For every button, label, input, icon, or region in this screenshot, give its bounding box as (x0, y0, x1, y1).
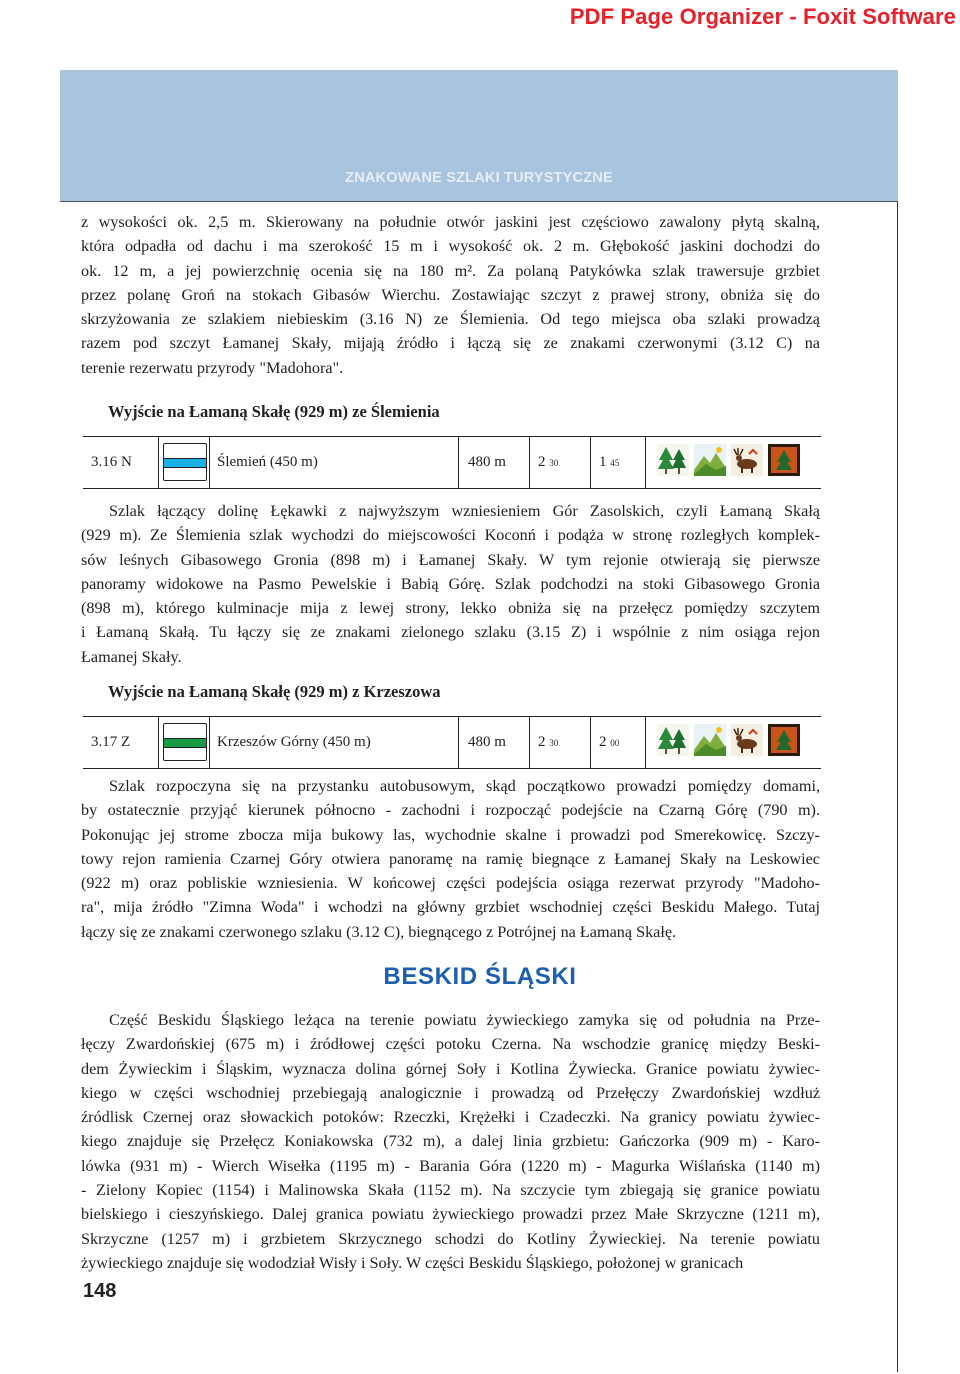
intro-paragraph (81, 210, 820, 380)
trail-mark-icon (163, 723, 207, 761)
header-band (60, 70, 898, 202)
table-divider (458, 717, 459, 768)
trail-color-stripe (164, 458, 206, 468)
paragraph-line: Część Beskidu Śląskiego leżąca na terenie powiatu żywieckiego zamyka się od południa na Prze- (109, 1011, 820, 1029)
route-heading: Wyjście na Łamaną Skałę (929 m) z Krzeszowa (108, 682, 441, 701)
paragraph-line: która odpadła od dachu i ma szerokość 15 m i wysokość ok. 2 m. Głębokość jaskini dochodzi do (81, 237, 820, 256)
table-divider (645, 437, 646, 488)
paragraph-line: by ostatecznie przyjąć kierunek północno - zachodni i rozpocząć podejście na Czarną Górę (790 m). (81, 801, 820, 820)
paragraph-line: z wysokości ok. 2,5 m. Skierowany na południe otwór jaskini jest częściowo zawalony płytą skalną, (81, 213, 820, 231)
paragraph-line: dem Żywieckim i Śląskim, wyznacza dolina górnej Soły i Kotlina Żywiecka. Granice powiatu żywiec- (81, 1059, 820, 1078)
time-down-hours: 1 (599, 454, 607, 470)
trail-color-stripe (164, 738, 206, 748)
paragraph-line: - Zielony Kopiec (1154) i Malinowska Skała (1152 m). Na szczycie tym zbiegają się granice powiatu (81, 1181, 820, 1200)
paragraph-line: Skrzyczne (1257 m) i grzbietem Skrzycznego schodzi do Kotliny Żywieckiej. Na terenie powiatu (81, 1229, 820, 1248)
time-up-hours: 2 (538, 734, 546, 750)
mountain-panorama-icon (694, 724, 726, 756)
route-start: Krzeszów Górny (450 m) (217, 734, 371, 750)
table-divider (529, 717, 530, 768)
time-up: 2 30 (538, 454, 559, 470)
route-description (81, 774, 820, 944)
table-divider (209, 437, 210, 488)
paragraph-line: (929 m). Ze Ślemienia szlak wychodzi do miejscowości Koconń i podąża w stronę rozległych komplek- (81, 526, 820, 545)
time-up-hours: 2 (538, 454, 546, 470)
watermark-text: PDF Page Organizer - Foxit Software (569, 4, 956, 29)
table-divider (590, 437, 591, 488)
route-start: Ślemień (450 m) (217, 454, 318, 470)
header-title: ZNAKOWANE SZLAKI TURYSTYCZNE (345, 170, 613, 186)
deer-wildlife-icon (731, 444, 763, 476)
section-paragraph (81, 1008, 820, 1275)
route-heading: Wyjście na Łamaną Skałę (929 m) ze Ślemienia (108, 402, 440, 421)
paragraph-line: źródlisk Czernej oraz słowackich potoków: Rzeczki, Krężełki i Czadeczki. Na granicy powiatu żywiec- (81, 1108, 820, 1127)
deer-wildlife-icon (731, 724, 763, 756)
elevation-gain: 480 m (468, 734, 506, 750)
paragraph-line: Szlak rozpoczyna się na przystanku autobusowym, skąd początkowo prowadzi pomiędzy domami, (109, 777, 820, 795)
time-down-hours: 2 (599, 734, 607, 750)
paragraph-line: i Łamaną Skałą. Tu łączy się ze znakami zielonego szlaku (3.15 Z) i wspólnie z nim osiąga rejon (81, 623, 820, 642)
mountain-panorama-icon (694, 444, 726, 476)
paragraph-line: lówka (931 m) - Wierch Wisełka (1195 m) - Barania Góra (1220 m) - Magurka Wiślańska (1140 m) (81, 1156, 820, 1175)
paragraph-line: skrzyżowania ze szlakiem niebieskim (3.16 N) ze Ślemienia. Od tego miejsca oba szlaki prowadzą (81, 310, 820, 329)
nature-reserve-icon (768, 724, 800, 756)
route-description (81, 499, 820, 669)
paragraph-line: (898 m), którego kulminacje mija z lewej strony, lekko obniża się na przełęcz pomiędzy szczytem (81, 599, 820, 618)
paragraph-line: towy rejon ramienia Czarnej Góry otwiera panoramę na ramię biegnące z Łamanej Skały na Leskowiec (81, 849, 820, 868)
section-title: BESKID ŚLĄSKI (383, 963, 577, 990)
table-divider (529, 437, 530, 488)
paragraph-line: bielskiego i cieszyńskiego. Dalej granica powiatu żywieckiego prowadzi przez Małe Skrzyczne (1211 m), (81, 1205, 820, 1224)
trail-mark-icon (163, 443, 207, 481)
route-code: 3.17 Z (91, 734, 131, 750)
paragraph-line: Pokonując jej strome zbocza mija bukowy las, wychodnie skalne i prowadzi pod Smerekowicę. Szczy- (81, 825, 820, 844)
time-down: 1 45 (599, 454, 620, 470)
paragraph-line: łączy się ze znakami czerwonego szlaku (3.12 C), biegnącego z Potrójnej na Łamaną Skałę. (81, 922, 677, 941)
paragraph-line: żywieckiego znajduje się wododział Wisły i Soły. W części Beskidu Śląskiego, położonej w granicach (81, 1253, 744, 1272)
paragraph-line: Łamanej Skały. (81, 647, 182, 666)
route-code: 3.16 N (91, 454, 132, 470)
forest-icon (657, 724, 689, 756)
page-number: 148 (83, 1280, 117, 1302)
paragraph-line: kiego w części wschodniej przebiegają analogicznie i prowadzą od Przełęczy Zwardońskiej wzdłuż (81, 1083, 820, 1102)
nature-reserve-icon (768, 444, 800, 476)
paragraph-line: kiego znajduje się Przełęcz Koniakowska (732 m), a dalej linia grzbietu: Gańczorka (909 m) - Karo- (81, 1132, 820, 1151)
paragraph-line: panoramy widokowe na Pasmo Pewelskie i Babią Górę. Szlak podchodzi na stoki Gibasowego Gronia (81, 574, 820, 593)
paragraph-line: przez polanę Groń na stokach Gibasów Wierchu. Zostawiając szczyt z prawej strony, obniża się do (81, 285, 820, 304)
elevation-gain: 480 m (468, 454, 506, 470)
paragraph-line: ra", mija źródło "Zimna Woda" i wchodzi na główny grzbiet wschodniej części Beskidu Małego. Tutaj (81, 898, 820, 917)
time-up: 2 30 (538, 734, 559, 750)
route-table-3-16-n (83, 436, 821, 489)
paragraph-line: Szlak łączący dolinę Łękawki z najwyższym wzniesieniem Gór Zasolskich, czyli Łamaną Skałą (109, 502, 820, 520)
forest-icon (657, 444, 689, 476)
paragraph-line: sów leśnych Gibasowego Gronia (898 m) i Łamanej Skały. W tym rejonie otwierają się pierwsze (81, 550, 820, 569)
table-divider (458, 437, 459, 488)
table-divider (158, 717, 159, 768)
table-divider (645, 717, 646, 768)
table-divider (590, 717, 591, 768)
paragraph-line: terenie rezerwatu przyrody "Madohora". (81, 358, 344, 377)
table-divider (158, 437, 159, 488)
paragraph-line: (922 m) oraz pobliskie wzniesienia. W końcowej części podejścia osiąga rezerwat przyrody "Madoho- (81, 874, 820, 893)
paragraph-line: razem pod szczyt Łamanej Skały, mijają źródło i łączą się ze znakami czerwonymi (3.12 C) na (81, 334, 820, 353)
table-divider (209, 717, 210, 768)
time-down: 2 00 (599, 734, 620, 750)
paragraph-line: łęczy Zwardońskiej (675 m) i źródłowej części potoku Czerna. Na wschodzie granicę między Beski- (81, 1035, 820, 1054)
paragraph-line: ok. 12 m, a jej powierzchnię ocenia się na 180 m². Za polaną Patykówka szlak trawersuje grzbiet (81, 261, 820, 280)
route-table-3-17-z (83, 716, 821, 769)
